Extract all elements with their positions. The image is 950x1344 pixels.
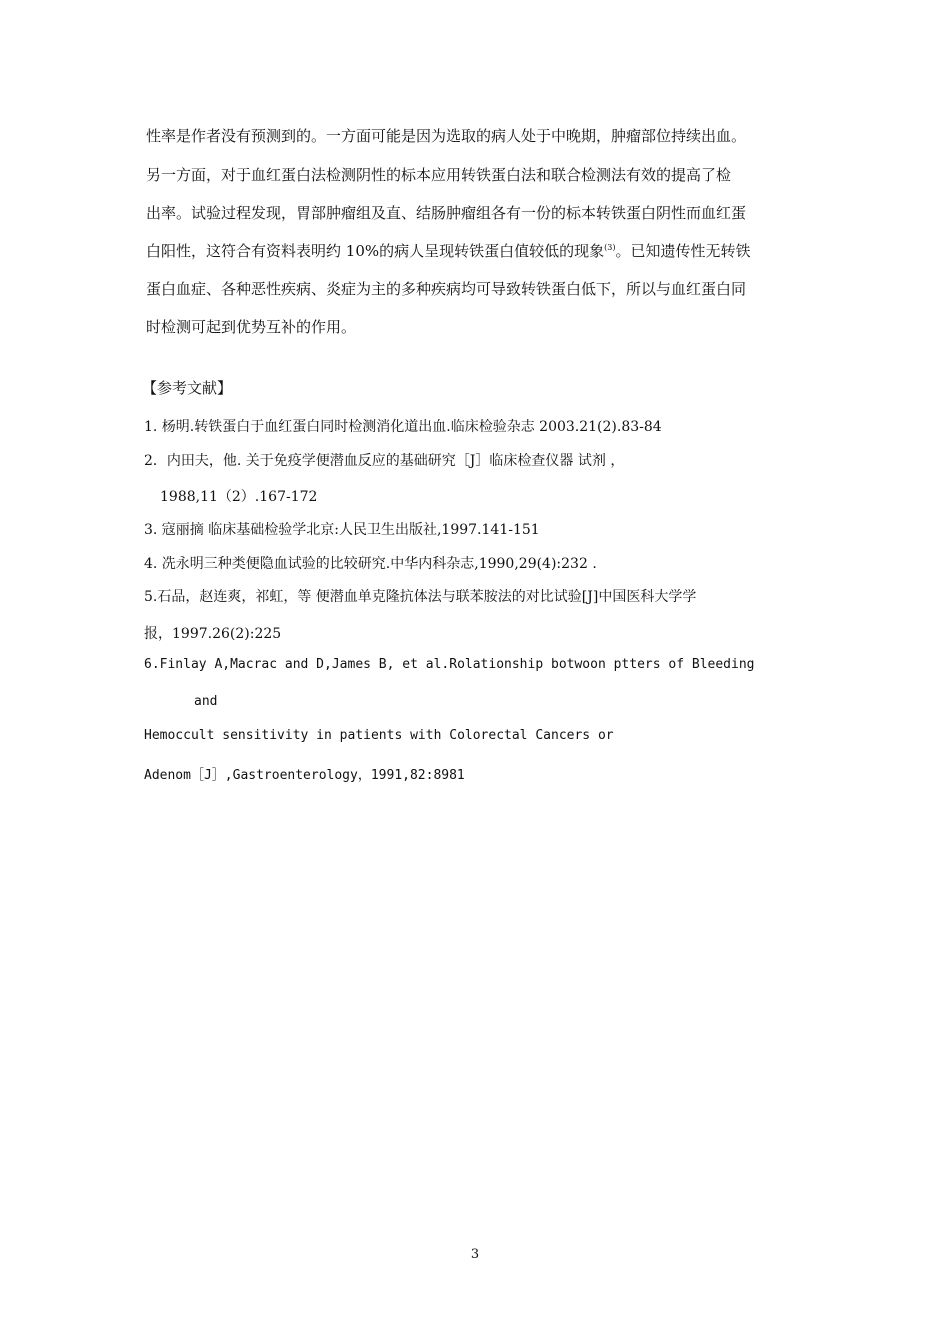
reference-item: 2．内田夫，他. 关于免疫学便潜血反应的基础研究［J］临床检查仪器 试剂 ， [144, 453, 625, 469]
reference-item: 3. 寇丽摘 临床基础检验学北京:人民卫生出版社,1997.141-151 [144, 522, 540, 538]
reference-item-continuation: and [194, 694, 218, 709]
body-line: 蛋白血症、各种恶性疾病、炎症为主的多种疾病均可导致转铁蛋白低下，所以与血红蛋白同 [146, 280, 747, 298]
reference-item-continuation: Hemoccult sensitivity in patients with Colorectal Cancers or [144, 728, 614, 743]
body-text: 白阳性，这符合有资料表明约 10%的病人呈现转铁蛋白值较低的现象 [146, 242, 605, 260]
body-line: 时检测可起到优势互补的作用。 [146, 318, 357, 336]
body-text: 。已知遗传性无转铁 [615, 242, 751, 260]
body-line [146, 240, 750, 261]
citation-marker: (3) [604, 243, 616, 252]
page-number: 3 [470, 1247, 480, 1262]
body-line: 出率。试验过程发现，胃部肿瘤组及直、结肠肿瘤组各有一份的标本转铁蛋白阴性而血红蛋 [146, 204, 747, 222]
body-line: 另一方面，对于血红蛋白法检测阴性的标本应用转铁蛋白法和联合检测法有效的提高了检 [146, 166, 732, 184]
reference-item: 6.Finlay A,Macrac and D,James B, et al.Rolationship botwoon ptters of Bleeding [144, 657, 755, 672]
reference-item: 1. 杨明.转铁蛋白于血红蛋白同时检测消化道出血.临床检验杂志 2003.21(2).83-84 [144, 419, 662, 435]
body-line: 性率是作者没有预测到的。一方面可能是因为选取的病人处于中晚期，肿瘤部位持续出血。 [146, 127, 747, 145]
reference-item-continuation: 报，1997.26(2):225 [144, 626, 282, 642]
reference-item: 4. 冼永明三种类便隐血试验的比较研究.中华内科杂志,1990,29(4):232 . [144, 556, 597, 572]
reference-item: 5.石品，赵连爽，祁虹，等 便潜血单克隆抗体法与联苯胺法的对比试验[J]中国医科大学学 [144, 589, 697, 605]
reference-item-continuation: 1988,11（2）.167-172 [160, 489, 318, 505]
reference-item-continuation: Adenom［J］,Gastroenterology，1991,82:8981 [144, 768, 465, 783]
references-heading: 【参考文献】 [142, 379, 233, 397]
